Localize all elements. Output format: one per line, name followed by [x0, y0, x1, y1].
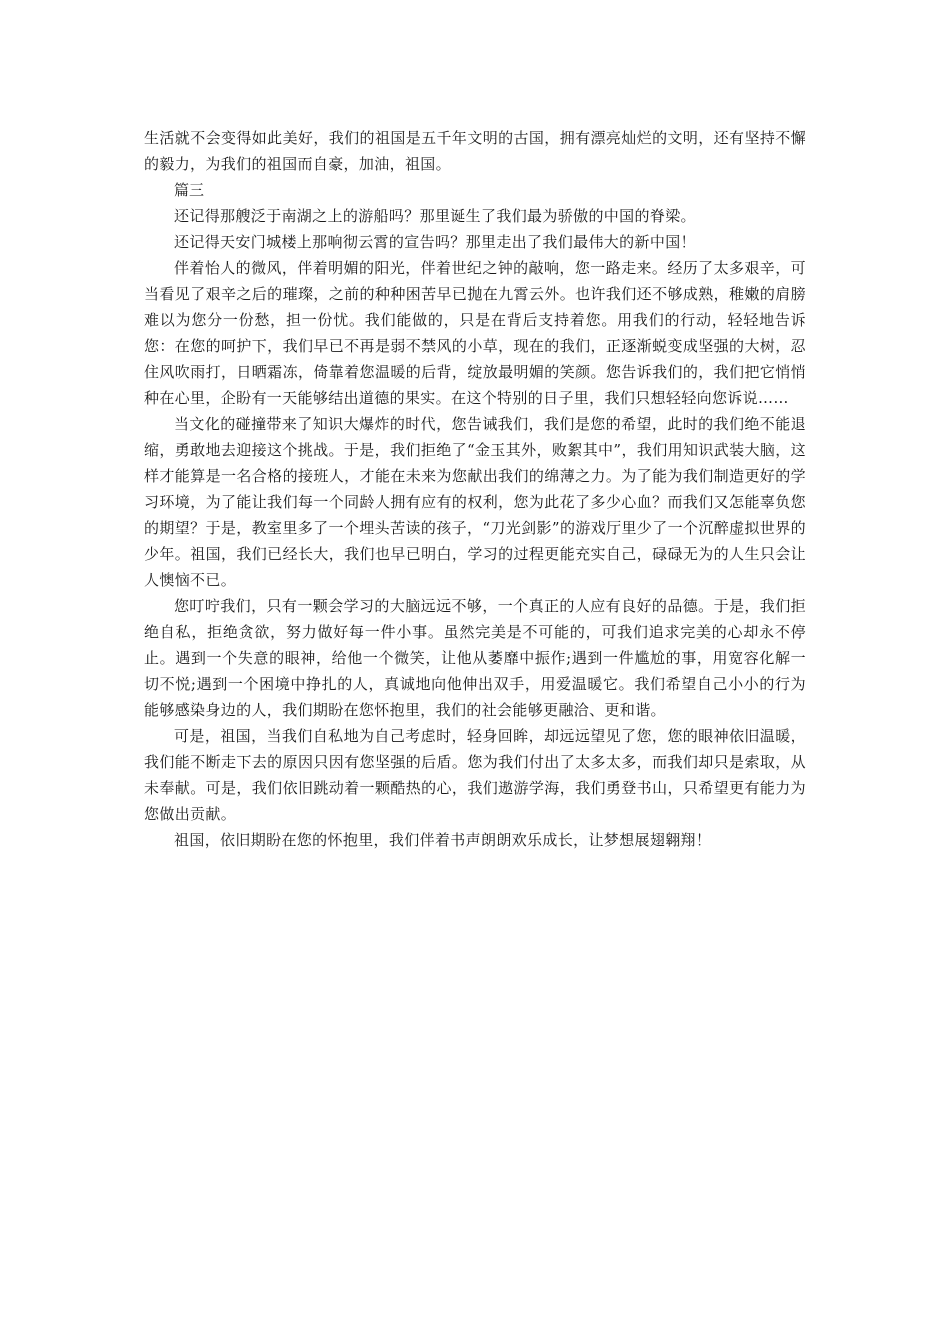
paragraph: 您叮咛我们，只有一颗会学习的大脑远远不够，一个真正的人应有良好的品德。于是，我们拒绝自私，拒绝贪欲，努力做好每一件小事。虽然完美是不可能的，可我们追求完美的心却永不停止。遇到一个失意的眼神，给他一个微笑，让他从萎靡中振作;遇到一件尴尬的事，用宽容化解一切不悦;遇到一个困境中挣扎的人，真诚地向他伸出双手，用爱温暖它。我们希望自己小小的行为能够感染身边的人，我们期盼在您怀抱里，我们的社会能够更融洽、更和谐。 [144, 597, 806, 719]
paragraph: 当文化的碰撞带来了知识大爆炸的时代，您告诫我们，我们是您的希望，此时的我们绝不能退缩，勇敢地去迎接这个挑战。于是，我们拒绝了“金玉其外，败絮其中”，我们用知识武装大脑，这样才能算是一名合格的接班人，才能在未来为您献出我们的绵薄之力。为了能为我们制造更好的学习环境，为了能让我们每一个同龄人拥有应有的权利，您为此花了多少心血？而我们又怎能辜负您的期望？于是，教室里多了一个埋头苦读的孩子，“刀光剑影”的游戏厅里少了一个沉醉虚拟世界的少年。祖国，我们已经长大，我们也早已明白，学习的过程更能充实自己，碌碌无为的人生只会让人懊恼不已。 [144, 415, 806, 589]
document-page [144, 125, 806, 853]
paragraph: 还记得那艘泛于南湖之上的游船吗？那里诞生了我们最为骄傲的中国的脊梁。 [174, 207, 696, 225]
paragraph: 祖国，依旧期盼在您的怀抱里，我们伴着书声朗朗欢乐成长，让梦想展翅翱翔！ [174, 831, 712, 849]
paragraph: 伴着怡人的微风，伴着明媚的阳光，伴着世纪之钟的敲响，您一路走来。经历了太多艰辛，可当看见了艰辛之后的璀璨，之前的种种困苦早已抛在九霄云外。也许我们还不够成熟，稚嫩的肩膀难以为您分一份愁，担一份忧。我们能做的，只是在背后支持着您。用我们的行动，轻轻地告诉您：在您的呵护下，我们早已不再是弱不禁风的小草，现在的我们，正逐渐蜕变成坚强的大树，忍住风吹雨打，日晒霜冻，倚靠着您温暖的后背，绽放最明媚的笑颜。您告诉我们的，我们把它悄悄种在心里，企盼有一天能够结出道德的果实。在这个特别的日子里，我们只想轻轻向您诉说…… [144, 259, 806, 407]
paragraph-continuation: 生活就不会变得如此美好，我们的祖国是五千年文明的古国，拥有漂亮灿烂的文明，还有坚持不懈的毅力，为我们的祖国而自豪，加油，祖国。 [144, 129, 806, 173]
paragraph: 可是，祖国，当我们自私地为自己考虑时，轻身回眸，却远远望见了您，您的眼神依旧温暖，我们能不断走下去的原因只因有您坚强的后盾。您为我们付出了太多太多，而我们却只是索取，从未奉献。可是，我们依旧跳动着一颗酷热的心，我们遨游学海，我们勇登书山，只希望更有能力为您做出贡献。 [144, 727, 806, 823]
paragraph: 还记得天安门城楼上那响彻云霄的宣告吗？那里走出了我们最伟大的新中国！ [174, 233, 696, 251]
section-heading: 篇三 [174, 181, 205, 199]
